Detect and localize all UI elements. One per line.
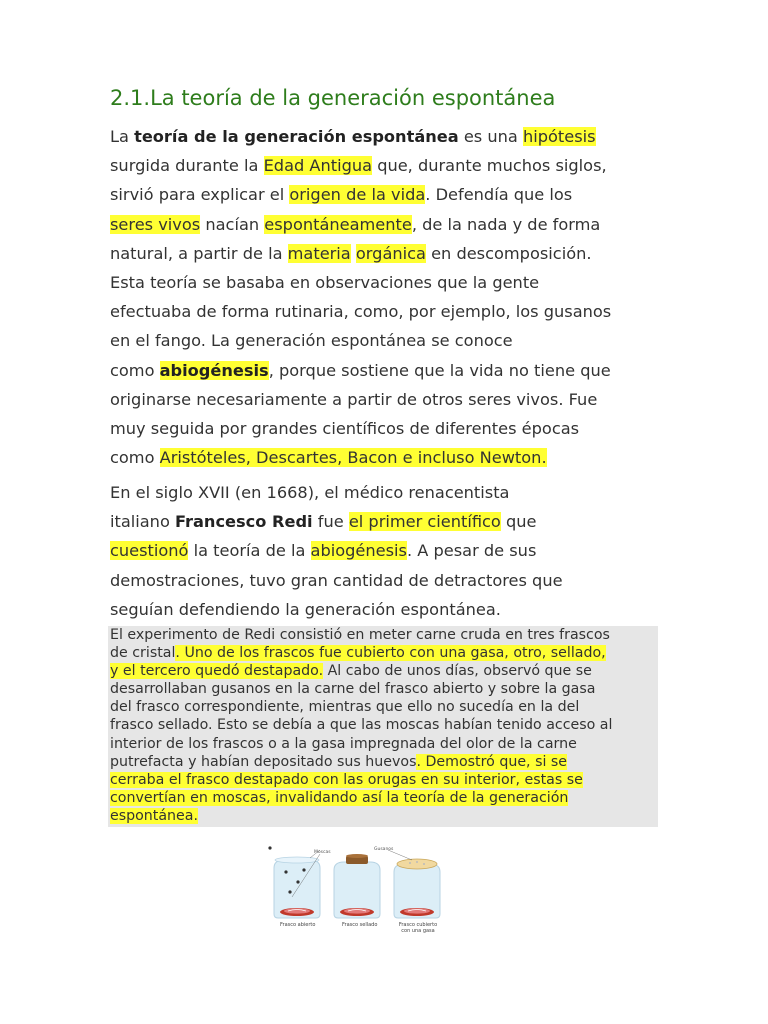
text-line <box>110 662 658 680</box>
highlighted-text: cerraba el frasco destapado con las orugas en su interior, estas se <box>110 771 583 788</box>
text-line <box>110 771 658 789</box>
text-run: Esta teoría se basaba en observaciones que la gente <box>110 273 540 293</box>
text-run: italiano <box>110 512 175 532</box>
text-run: demostraciones, tuvo gran cantidad de detractores que <box>110 570 563 590</box>
text-line <box>110 268 670 297</box>
label-gusanos: Gusanos <box>374 847 394 852</box>
text-run: frasco sellado. Esto se debía a que las moscas habían tenido acceso al <box>110 717 613 734</box>
caption-open-jar: Frasco abierto <box>280 922 316 928</box>
text-run: . Defendía que los <box>425 185 573 205</box>
text-line <box>110 789 658 807</box>
text-line <box>110 356 670 385</box>
jars-illustration <box>262 842 450 922</box>
text-line <box>110 180 670 209</box>
text-run: En el siglo XVII (en 1668), el médico renacentista <box>110 483 510 502</box>
highlighted-text: . Demostró que, si se <box>416 753 568 770</box>
highlighted-text: origen de la vida <box>289 185 426 205</box>
text-run: sirvió para explicar el <box>110 185 290 205</box>
text-run: muy seguida por grandes científicos de diferentes épocas <box>110 419 580 439</box>
text-run: , de la nada y de forma <box>411 214 601 234</box>
highlighted-text: convertían en moscas, invalidando así la teoría de la generación <box>110 789 569 806</box>
highlighted-bold-term: abiogénesis <box>159 360 269 380</box>
text-line <box>110 297 670 326</box>
text-line <box>110 566 670 595</box>
text-line <box>110 807 658 825</box>
text-run: El experimento de Redi consistió en meter carne cruda en tres frascos <box>110 627 610 643</box>
redi-experiment-figure <box>262 842 450 938</box>
text-line <box>110 680 658 698</box>
text-run: que, durante muchos siglos, <box>372 156 607 176</box>
highlighted-text: materia <box>287 243 351 263</box>
text-line <box>110 151 670 180</box>
text-line <box>110 644 658 662</box>
text-run: que <box>500 512 537 532</box>
paragraph-intro <box>110 122 670 472</box>
text-run: desarrollaban gusanos en la carne del frasco abierto y sobre la gasa <box>110 681 596 698</box>
text-run: originarse necesariamente a partir de otros seres vivos. Fue <box>110 389 598 409</box>
paragraph-experiment <box>110 626 658 825</box>
sealed-jar-image <box>334 854 380 918</box>
text-run: en el fango. La generación espontánea se conoce <box>110 331 513 351</box>
text-line <box>110 595 670 624</box>
text-line <box>110 122 670 151</box>
highlighted-text: cuestionó <box>110 541 189 561</box>
highlighted-text: espontáneamente <box>264 214 412 234</box>
highlighted-text: abiogénesis <box>310 541 407 561</box>
highlighted-text: orgánica <box>355 243 426 263</box>
text-line <box>110 210 670 239</box>
text-line <box>110 536 670 565</box>
text-line <box>110 626 658 644</box>
highlighted-text: y el tercero quedó destapado. <box>110 663 324 680</box>
text-run: . A pesar de sus <box>406 541 537 561</box>
text-line <box>110 507 670 536</box>
text-run: de cristal <box>110 645 176 662</box>
highlighted-text: . Uno de los frascos fue cubierto con una gasa, otro, sellado, <box>175 645 606 662</box>
gauze-jar-image <box>388 850 440 918</box>
highlighted-text: Edad Antigua <box>263 156 373 176</box>
text-run: fue <box>312 512 349 532</box>
text-line <box>110 239 670 268</box>
paragraph-redi <box>110 478 670 624</box>
text-run: La <box>110 127 135 146</box>
label-moscas: Moscas <box>314 850 331 855</box>
text-run: efectuaba de forma rutinaria, como, por ejemplo, los gusanos <box>110 302 612 322</box>
text-run: como <box>110 360 160 380</box>
bold-term: teoría de la generación espontánea <box>134 127 459 146</box>
section-heading: 2.1.La teoría de la generación espontánea <box>110 86 556 110</box>
text-run: del frasco correspondiente, mientras que ello no sucedía en la del <box>110 699 580 716</box>
text-line <box>110 698 658 716</box>
text-run: putrefacta y habían depositado sus huevos <box>110 753 417 770</box>
caption-gauze-jar: Frasco cubierto con una gasa <box>398 922 438 934</box>
text-run: , porque sostiene que la vida no tiene que <box>268 360 611 380</box>
text-run: natural, a partir de la <box>110 243 288 263</box>
text-run: como <box>110 448 160 468</box>
text-line <box>110 385 670 414</box>
text-line <box>110 753 658 771</box>
bold-term: Francesco Redi <box>175 512 313 532</box>
text-line <box>110 326 670 355</box>
text-run: es una <box>458 127 523 146</box>
highlighted-text: el primer científico <box>348 512 501 532</box>
highlighted-text: espontánea. <box>110 807 198 824</box>
highlighted-text: hipótesis <box>522 127 596 146</box>
text-line <box>110 414 670 443</box>
text-run: Al cabo de unos días, observó que se <box>323 663 592 680</box>
open-jar-image <box>268 846 320 918</box>
text-line <box>110 443 670 472</box>
text-line <box>110 716 658 734</box>
text-run: nacían <box>200 214 265 234</box>
text-line <box>110 735 658 753</box>
text-run: la teoría de la <box>188 541 311 561</box>
text-run: surgida durante la <box>110 156 264 176</box>
text-line <box>110 478 670 507</box>
highlighted-text: Aristóteles, Descartes, Bacon e incluso Newton. <box>159 448 547 468</box>
text-run: interior de los frascos o a la gasa impregnada del olor de la carne <box>110 735 577 752</box>
text-run: en descomposición. <box>425 243 592 263</box>
text-run: seguían defendiendo la generación espontánea. <box>110 599 501 619</box>
caption-sealed-jar: Frasco sellado <box>342 922 378 928</box>
highlighted-text: seres vivos <box>110 214 201 234</box>
